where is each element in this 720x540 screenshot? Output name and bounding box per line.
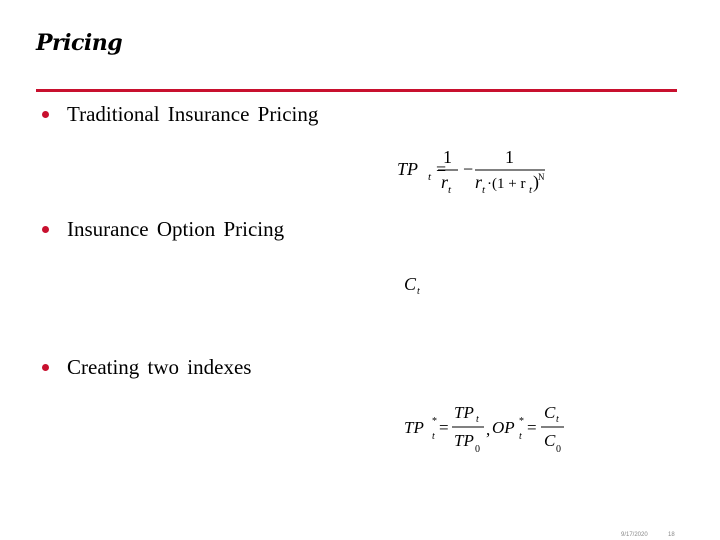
index-tpstar: TP — [404, 418, 424, 437]
formula-indexes-svg — [402, 400, 577, 462]
formula-eq: = — [436, 159, 447, 179]
bullet-text: Traditional Insurance Pricing — [67, 102, 319, 126]
formula-lhs-sub: t — [428, 171, 432, 183]
bullet-creating-indexes — [42, 355, 251, 380]
footer-page-number: 18 — [668, 532, 675, 538]
index-frac1-den: TP — [454, 431, 474, 450]
formula-traditional-pricing — [395, 144, 560, 206]
index-tpstar-sup: * — [432, 416, 437, 427]
bullet-dot-icon — [42, 111, 49, 118]
index-opstar-sup: * — [519, 416, 524, 427]
formula-indexes — [402, 400, 577, 466]
index-frac1-num: TP — [454, 403, 474, 422]
formula-den1: r — [441, 172, 449, 192]
formula-lhs: TP — [397, 159, 419, 179]
title-underline — [36, 89, 677, 92]
formula-den2-mid-sub: t — [529, 184, 533, 196]
index-frac1-den-sub: 0 — [475, 444, 480, 455]
index-frac2-den-sub: 0 — [556, 444, 561, 455]
formula-num1: 1 — [443, 147, 452, 167]
index-tpstar-sub: t — [432, 431, 435, 442]
formula-den1-sub: t — [448, 184, 452, 196]
index-opstar-sub: t — [519, 431, 522, 442]
bullet-dot-icon — [42, 226, 49, 233]
index-eq2: = — [527, 418, 537, 437]
formula-den2-mid: ·(1 + r — [487, 176, 526, 192]
index-frac2-den: C — [544, 431, 556, 450]
formula-option-pricing — [402, 268, 432, 302]
formula-den2-exp: N — [538, 172, 545, 182]
index-comma: , — [486, 420, 491, 439]
formula-num2: 1 — [505, 147, 514, 167]
index-opstar: OP — [492, 418, 515, 437]
formula-minus: − — [463, 159, 474, 179]
formula-den2: r — [475, 172, 483, 192]
index-frac2-num-sub: t — [556, 414, 559, 425]
formula-ct-svg — [402, 268, 432, 298]
formula-c-symbol: C — [404, 274, 417, 294]
slide-title: Pricing — [36, 30, 123, 56]
bullet-option-pricing — [42, 217, 284, 242]
index-eq1: = — [439, 418, 449, 437]
bullet-traditional-pricing — [42, 102, 318, 127]
bullet-dot-icon — [42, 364, 49, 371]
index-frac1-num-sub: t — [476, 414, 479, 425]
index-frac2-num: C — [544, 403, 556, 422]
formula-den2-sub: t — [482, 184, 486, 196]
formula-tp-svg — [395, 144, 560, 202]
formula-c-sub: t — [417, 286, 420, 297]
formula-den2-close: ) — [533, 172, 539, 192]
bullet-text: Insurance Option Pricing — [67, 217, 285, 241]
footer-date: 9/17/2020 — [621, 532, 648, 538]
bullet-text: Creating two indexes — [67, 355, 252, 379]
